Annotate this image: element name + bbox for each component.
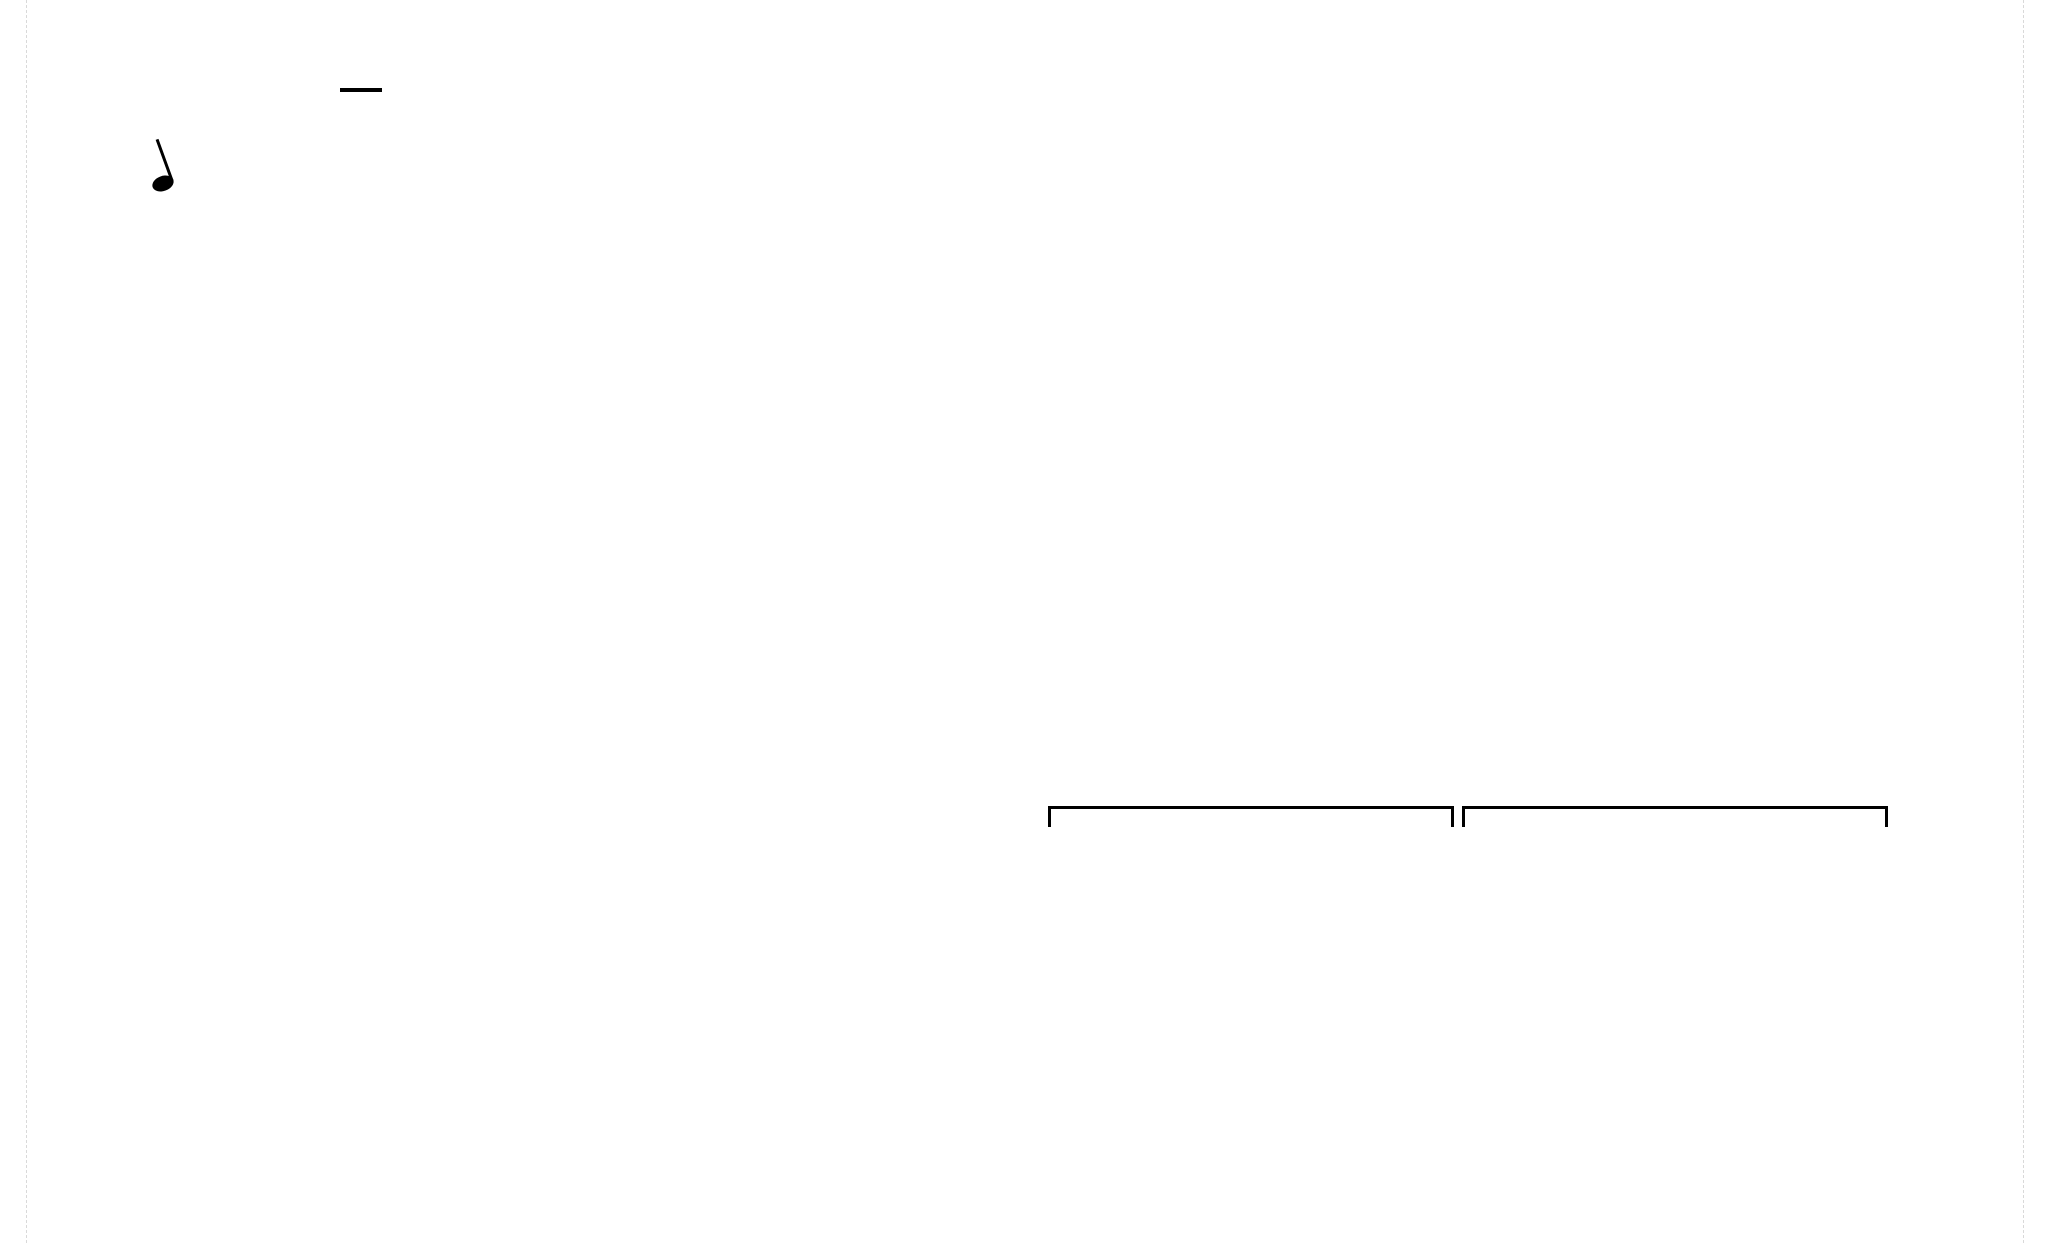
source-credit xyxy=(2008,1219,2022,1235)
quarter-note-icon xyxy=(150,173,176,195)
tempo-marking xyxy=(152,176,202,201)
score-row-2 xyxy=(0,574,2050,654)
score-row-3 xyxy=(0,864,2050,944)
time-signature xyxy=(336,86,386,94)
time-divider xyxy=(340,88,382,92)
score-row-1 xyxy=(0,328,2050,408)
second-ending-bracket xyxy=(1462,806,1888,827)
key-signature xyxy=(152,92,156,163)
first-ending-bracket xyxy=(1048,806,1454,827)
